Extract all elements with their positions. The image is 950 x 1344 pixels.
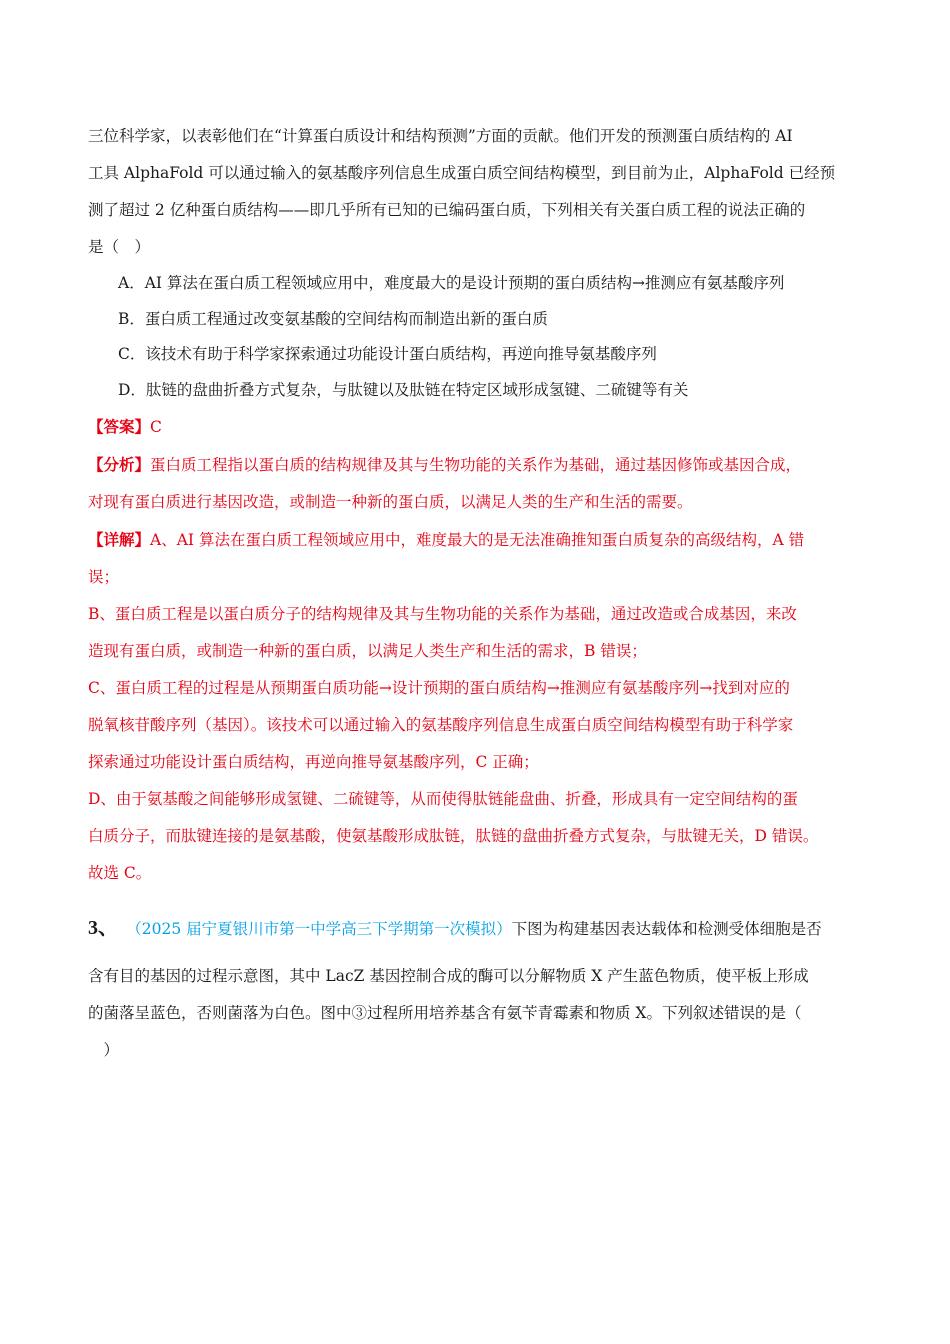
question-3-header (88, 910, 864, 948)
stem-line: 测了超过 2 亿种蛋白质结构——即几乎所有已知的已编码蛋白质，下列相关有关蛋白质工程的说法正确的 (88, 201, 806, 219)
question-source: （2025 届宁夏银川市第一中学高三下学期第一次模拟） (134, 920, 512, 938)
question-stem (88, 118, 864, 266)
answer-line (88, 408, 864, 446)
question-3-first-line: 下图为构建基因表达载体和检测受体细胞是否 (511, 920, 822, 938)
detail-block (88, 521, 864, 892)
analysis-line (88, 446, 864, 484)
detail-line: D、由于氨基酸之间能够形成氢键、二硫键等，从而使得肽链能盘曲、折叠，形成具有一定空间结构的蛋 (88, 790, 798, 808)
question-3-line: 的菌落呈蓝色，否则菌落为白色。图中③过程所用培养基含有氨苄青霉素和物质 X。下列叙述错误的是（ (88, 1004, 802, 1022)
analysis-label: 【分析】 (88, 455, 151, 474)
option-d: D．肽链的盘曲折叠方式复杂，与肽键以及肽链在特定区域形成氢键、二硫键等有关 (118, 380, 689, 399)
analysis-line: 对现有蛋白质进行基因改造，或制造一种新的蛋白质，以满足人类的生产和生活的需要。 (88, 493, 693, 511)
detail-line: 脱氧核苷酸序列（基因）。该技术可以通过输入的氨基酸序列信息生成蛋白质空间结构模型有助于科学家 (88, 716, 794, 734)
question-3-line: 含有目的基因的过程示意图，其中 LacZ 基因控制合成的酶可以分解物质 X 产生蓝色物质，使平板上形成 (88, 967, 809, 985)
document-page (88, 118, 864, 1069)
analysis-block (88, 446, 864, 521)
question-number: 3、 (88, 917, 118, 939)
question-3 (88, 910, 864, 1069)
detail-label: 【详解】 (88, 530, 151, 549)
analysis-text: 蛋白质工程指以蛋白质的结构规律及其与生物功能的关系作为基础，通过基因修饰或基因合成， (150, 456, 802, 474)
answer-label: 【答案】 (88, 417, 151, 436)
detail-line: 探索通过功能设计蛋白质结构，再逆向推导氨基酸序列，C 正确； (88, 753, 539, 771)
stem-line: 是（ ） (88, 238, 151, 256)
detail-line: 误； (88, 568, 120, 586)
option-b: B．蛋白质工程通过改变氨基酸的空间结构而制造出新的蛋白质 (118, 309, 548, 328)
detail-line: 故选 C。 (88, 864, 152, 882)
stem-line: 三位科学家，以表彰他们在“计算蛋白质设计和结构预测”方面的贡献。他们开发的预测蛋白质结构的 AI (88, 127, 793, 145)
detail-line: 白质分子，而肽键连接的是氨基酸，使氨基酸形成肽链，肽链的盘曲折叠方式复杂，与肽键无关，D 错误。 (88, 827, 819, 845)
stem-line: 工具 AlphaFold 可以通过输入的氨基酸序列信息生成蛋白质空间结构模型，到目前为止，AlphaFold 已经预 (88, 164, 836, 182)
detail-line: 造现有蛋白质，或制造一种新的蛋白质，以满足人类生产和生活的需求，B 错误； (88, 642, 647, 660)
option-c: C．该技术有助于科学家探索通过功能设计蛋白质结构，再逆向推导氨基酸序列 (118, 345, 657, 363)
question-3-body (88, 958, 864, 1069)
spacer (88, 892, 864, 910)
option-a: A．AI 算法在蛋白质工程领域应用中，难度最大的是设计预期的蛋白质结构→推测应有氨基酸序列 (118, 274, 785, 292)
detail-text: A、AI 算法在蛋白质工程领域应用中，难度最大的是无法准确推知蛋白质复杂的高级结构，A 错 (150, 531, 805, 549)
detail-line (88, 521, 864, 559)
options-list (88, 266, 864, 408)
detail-line: C、蛋白质工程的过程是从预期蛋白质功能→设计预期的蛋白质结构→推测应有氨基酸序列→找到对应的 (88, 679, 790, 697)
answer-value: C (150, 418, 162, 436)
detail-line: B、蛋白质工程是以蛋白质分子的结构规律及其与生物功能的关系作为基础，通过改造或合成基因，来改 (88, 605, 797, 623)
question-3-line: ） (88, 1041, 120, 1059)
